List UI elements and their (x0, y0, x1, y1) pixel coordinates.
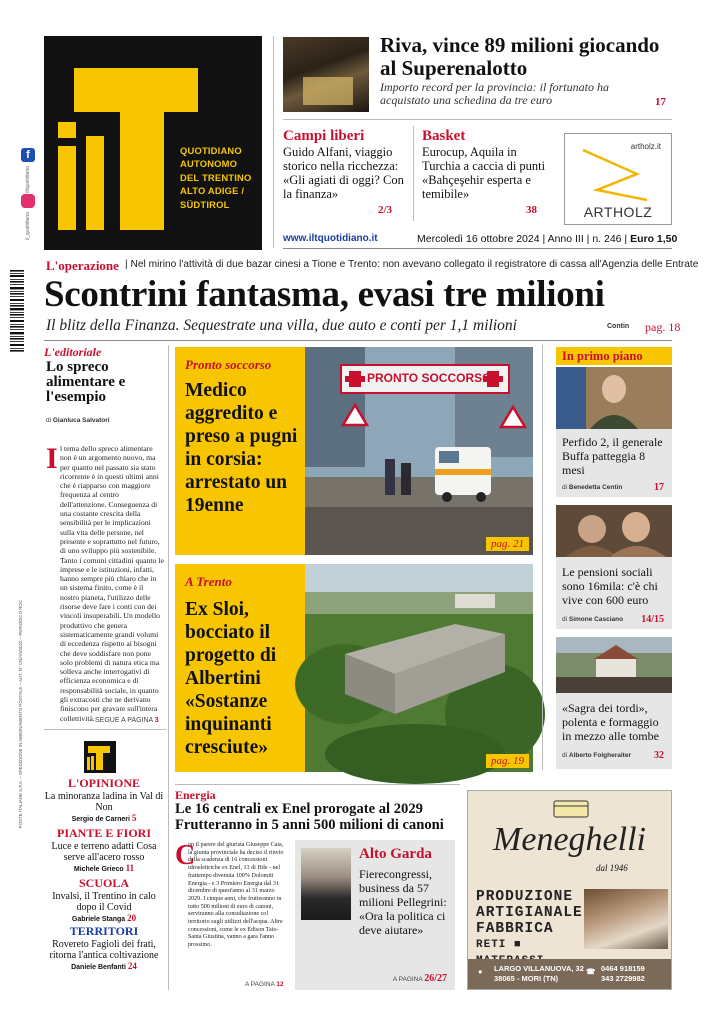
primo-piano-item-3-author: di Alberto Folgheraiter (562, 752, 631, 759)
operazione-text: | Nel mirino l'attività di due bazar cinesi a Tione e Trento: non avevano collegato il registratore di cassa all'Agenzia delle Entrate (125, 259, 699, 270)
energia-drop-cap: C (175, 840, 196, 871)
main-author: Contin (607, 323, 630, 330)
industrial-site-icon (305, 564, 533, 772)
territori-section[interactable] (44, 924, 164, 971)
opinione-title: L'OPINIONE (67, 776, 140, 790)
elderly-couple-photo-icon (556, 505, 672, 557)
scuola-author: Gabriele Stanga 20 (71, 913, 137, 923)
primo-piano-item-3[interactable] (556, 637, 672, 769)
facebook-icon[interactable]: f (21, 148, 35, 162)
primo-piano-item-2-text: Le pensioni sociali sono 16mila: c'è chi vive con 600 euro (562, 565, 658, 607)
newspaper-logo[interactable] (44, 36, 262, 250)
alto-garda-box[interactable] (295, 840, 455, 990)
primo-piano-item-1[interactable] (556, 367, 672, 497)
meneghelli-address: LARGO VILLANUOVA, 32 38065 - MORI (TN) (494, 964, 584, 983)
meneghelli-footer (468, 959, 671, 989)
trento-story-box[interactable] (175, 564, 305, 772)
price: Euro 1,50 (630, 233, 678, 245)
alto-garda-body: Fierecongressi, business da 57 milioni Pellegrini: «Ora la politica ci deve aiutare» (359, 867, 447, 937)
meneghelli-since: dal 1946 (596, 863, 628, 873)
opinione-section[interactable] (44, 776, 164, 823)
basket-title: Basket (422, 128, 466, 144)
editoriale-drop-cap: I (46, 442, 58, 475)
top-story-page[interactable]: 17 (655, 96, 666, 108)
operazione-label: L'operazione (46, 258, 119, 273)
piante-fiori-author: Michele Grieco 11 (73, 863, 135, 873)
campi-liberi-page[interactable]: 2/3 (378, 204, 393, 216)
editoriale-body: l tema dello spreco alimentare non è un argomento nuovo, ma per quanto nel passato sia stato ricorrente è in questi ultimi anni che è riapparso con maggiore frequenza al centro dell'attenzione. Conseguenza di una costante crescita della sensibilità per le implicazioni sulla vita delle persone, nel presente e soprattutto nel futuro, di uno sviluppo più sostenibile. Tanto i comuni cittadini quanto le imprese e le istituzioni, infatti, hanno sempre più chiaro che in un sistema finito, come è il nostro pianeta, l'utilizzo delle risorse deve fare i conti con dei vincoli insuperabili. Un modello produttivo che genera sistematicamente grandi volumi di eccedenza rispetto ai bisogni che deve soddisfare non pone solo problemi di natura etica ma solleva anche interrogativi di efficienza economica e di responsabilità sociale, in quanto gli extracosti che ne derivano finiscono per gravare sull'intera collettività. (60, 444, 164, 723)
trento-headline: Ex Sloi, bocciato il progetto di Albertini «Sostanze inquinanti cresciute» (185, 599, 277, 758)
pellegrini-photo (301, 848, 351, 920)
meneghelli-ad[interactable] (467, 790, 672, 990)
date-line: Mercoledì 16 ottobre 2024 | Anno III | n. 246 | Euro 1,50 (417, 233, 678, 245)
top-story-subhead: Importo record per la provincia: il fortunato ha acquistato una schedina da tre euro (380, 80, 609, 107)
pronto-soccorso-photo[interactable] (305, 347, 533, 555)
main-subhead: Il blitz della Finanza. Sequestrate una villa, due auto e conti per 1,1 milioni (46, 317, 517, 334)
opinione-body: La minoranza ladina in Val di Non (44, 791, 164, 813)
social-links (18, 148, 40, 258)
pronto-soccorso-page[interactable]: pag. 21 (486, 537, 529, 551)
energia-label: Energia (175, 788, 216, 802)
facebook-handle: iltquotidiano (25, 166, 31, 193)
campi-liberi-teaser[interactable] (283, 128, 408, 201)
pronto-soccorso-headline: Medico aggredito e preso a pugni in corsia: arrestato un 19enne (185, 380, 298, 516)
scuola-body: Invalsi, il Trentino in calo dopo il Covid (52, 891, 156, 913)
legal-notice: POSTE ITALIANE S.P.A. – SPEDIZIONE IN ABBONAMENTO POSTALE – AUT. N° CN/AN/2022 – PERIODICO ROC (18, 600, 23, 829)
meneghelli-products: PRODUZIONE ARTIGIANALE FABBRICA RETI ■ (476, 889, 583, 951)
logo-graphic-icon (44, 36, 262, 250)
bedroom-photo (584, 889, 668, 949)
mini-logo (84, 741, 116, 773)
general-photo-icon (556, 367, 672, 429)
opinione-author: Sergio de Carneri 5 (71, 813, 137, 823)
editoriale-label: L'editoriale (44, 345, 102, 359)
main-page[interactable]: pag. 18 (645, 320, 681, 334)
piante-fiori-section[interactable] (44, 826, 164, 873)
piante-fiori-title: PIANTE E FIORI (56, 826, 151, 840)
masthead-description: QUOTIDIANO AUTONOMO DEL TRENTINO ALTO ADIGE / SÜDTIROL (180, 145, 252, 210)
campi-liberi-title: Campi liberi (283, 128, 365, 144)
basket-body: Eurocup, Aquila in Turchia a caccia di punti «Bahçeşehir esperta e temibile» (422, 145, 546, 201)
primo-piano-item-2-author: di Simone Casciano (562, 616, 624, 623)
meneghelli-phones[interactable]: 0464 918159 343 2729982 (601, 964, 645, 983)
primo-piano-item-1-text: Perfido 2, il generale Buffa patteggia 8 mesi (562, 435, 663, 477)
energia-headline[interactable]: Le 16 centrali ex Enel prorogate al 2029 Frutteranno in 5 anni 500 milioni di canoni (175, 801, 444, 833)
phone-icon: ☎ (586, 967, 596, 976)
editoriale-author: di Gianluca Salvatori (46, 417, 110, 424)
scuola-section[interactable] (44, 876, 164, 923)
main-headline[interactable]: Scontrini fantasma, evasi tre milioni (44, 274, 605, 315)
primo-piano-item-1-page[interactable]: 17 (654, 482, 664, 493)
mattress-icon (552, 797, 590, 819)
basket-teaser[interactable] (422, 128, 552, 201)
pronto-soccorso-box[interactable] (175, 347, 305, 555)
alto-garda-page[interactable]: A PAGINA 26/27 (392, 973, 447, 984)
mini-logo-icon (84, 741, 116, 773)
website-link[interactable]: www.iltquotidiano.it (283, 233, 378, 244)
piante-fiori-body: Luce e terreno adatti Cosa serve all'acero rosso (51, 841, 157, 863)
scuola-title: SCUOLA (78, 876, 129, 890)
energia-follow[interactable]: A PAGINA 12 (245, 981, 284, 988)
artholz-ad[interactable] (564, 133, 672, 225)
basket-page[interactable]: 38 (526, 204, 537, 216)
barcode-icon (8, 268, 34, 354)
meneghelli-logo: Meneghelli (493, 821, 646, 858)
artholz-logo-icon (577, 144, 661, 206)
primo-piano-item-1-author: di Benedetta Centin (562, 484, 623, 491)
instagram-icon[interactable] (21, 194, 35, 208)
top-story-headline[interactable]: Riva, vince 89 milioni giocando al Superenalotto (380, 33, 660, 80)
primo-piano-item-2-page[interactable]: 14/15 (641, 614, 664, 625)
territori-title: TERRITORI (69, 924, 139, 938)
location-pin-icon: ● (478, 967, 483, 976)
artholz-url: artholz.it (630, 142, 661, 151)
alto-garda-title: Alto Garda (359, 846, 432, 862)
trento-photo[interactable] (305, 564, 533, 772)
primo-piano-item-2[interactable] (556, 505, 672, 629)
campi-liberi-body: Guido Alfani, viaggio storico nella ricchezza: «Gli agiati di oggi? Con la finanza» (283, 145, 404, 201)
village-festival-photo-icon (556, 637, 672, 693)
territori-body: Rovereto Fagioli dei frati, ritorna l'antica coltivazione (49, 939, 159, 961)
primo-piano-item-3-text: «Sagra dei tordi», polenta e formaggio in mezzo alle tombe (562, 701, 659, 743)
in-primo-piano-label: In primo piano (556, 347, 672, 365)
editoriale-follow[interactable]: SEGUE A PAGINA 3 (95, 717, 159, 724)
editoriale-title[interactable]: Lo spreco alimentare e l'esempio (46, 359, 126, 405)
trento-kicker: A Trento (185, 574, 232, 589)
energia-body: on il parere del giurista Giuseppe Caia, la giunta provinciale ha deciso il rinvio della scadenza di 16 concessioni idroelettriche ex Enel, 13 di Hde - nel frattempo divenuta 100% Dolomiti Energia - e 3 Primiero Energia dal 31 dicembre di quest'anno al 31 marzo 2029. I cinque anni, che frutteranno in tutto 500 milioni di euro di canoni, serviranno alla consultazione col territorio sugli utilizzi dell'acqua. Altre concessioni, come le ex Edison Taio-Santa Giustina, vanno a gara l'anno prossimo. (188, 842, 284, 949)
primo-piano-item-3-page[interactable]: 32 (654, 750, 664, 761)
trento-page[interactable]: pag. 19 (486, 754, 529, 768)
pronto-soccorso-sign: PRONTO SOCCORSO (367, 371, 492, 385)
top-story-photo[interactable] (283, 37, 369, 112)
pronto-soccorso-kicker: Pronto soccorso (185, 357, 272, 372)
territori-author: Daniele Benfanti 24 (71, 961, 137, 971)
instagram-handle: il_quotidiano (25, 212, 31, 241)
artholz-name: ARTHOLZ (583, 204, 653, 220)
